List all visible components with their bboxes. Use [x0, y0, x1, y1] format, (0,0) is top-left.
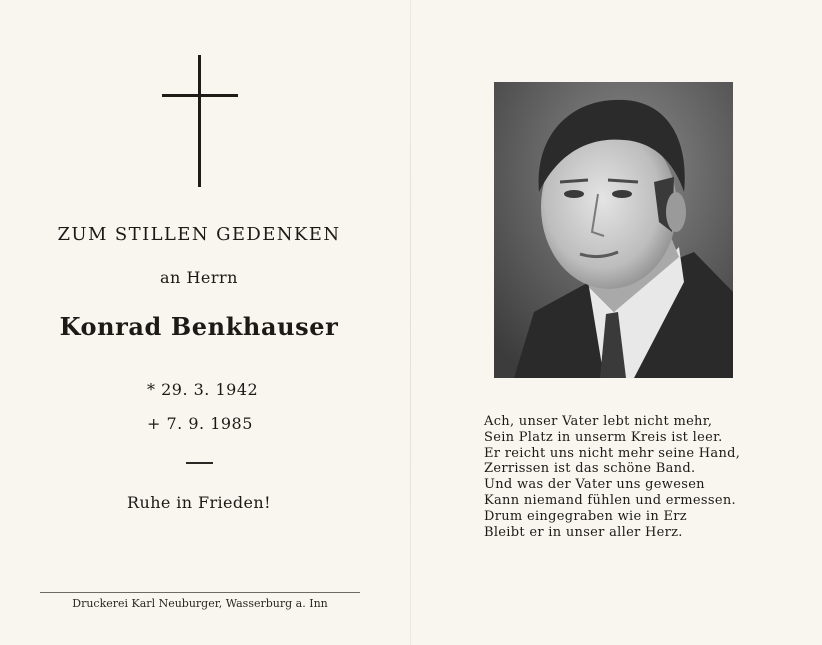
poem-line: Bleibt er in unser aller Herz. — [484, 524, 683, 540]
salutation: an Herrn — [160, 268, 238, 287]
cross-vertical — [198, 55, 201, 187]
card-fold — [410, 0, 411, 645]
death-date: + 7. 9. 1985 — [147, 414, 253, 433]
memorial-poem — [484, 414, 804, 540]
left-panel — [0, 0, 410, 645]
poem-line: Sein Platz in unserm Kreis ist leer. — [484, 429, 723, 445]
portrait-photo — [494, 82, 733, 378]
poem-line: Drum eingegraben wie in Erz — [484, 508, 687, 524]
memorial-heading: ZUM STILLEN GEDENKEN — [57, 224, 341, 245]
portrait-illustration — [494, 82, 733, 378]
birth-date: * 29. 3. 1942 — [147, 380, 259, 399]
poem-line: Und was der Vater uns gewesen — [484, 477, 705, 493]
rest-in-peace: Ruhe in Frieden! — [127, 493, 271, 512]
footer-rule — [40, 592, 360, 593]
poem-line: Kann niemand fühlen und ermessen. — [484, 492, 736, 508]
poem-line: Zerrissen ist das schöne Band. — [484, 461, 696, 477]
printer-credit: Druckerei Karl Neuburger, Wasserburg a. Inn — [72, 597, 328, 610]
divider-dash — [186, 462, 213, 464]
poem-line: Er reicht uns nicht mehr seine Hand, — [484, 445, 741, 461]
poem-line: Ach, unser Vater lebt nicht mehr, — [484, 414, 713, 429]
deceased-name: Konrad Benkhauser — [59, 312, 339, 341]
cross-horizontal — [162, 94, 238, 97]
